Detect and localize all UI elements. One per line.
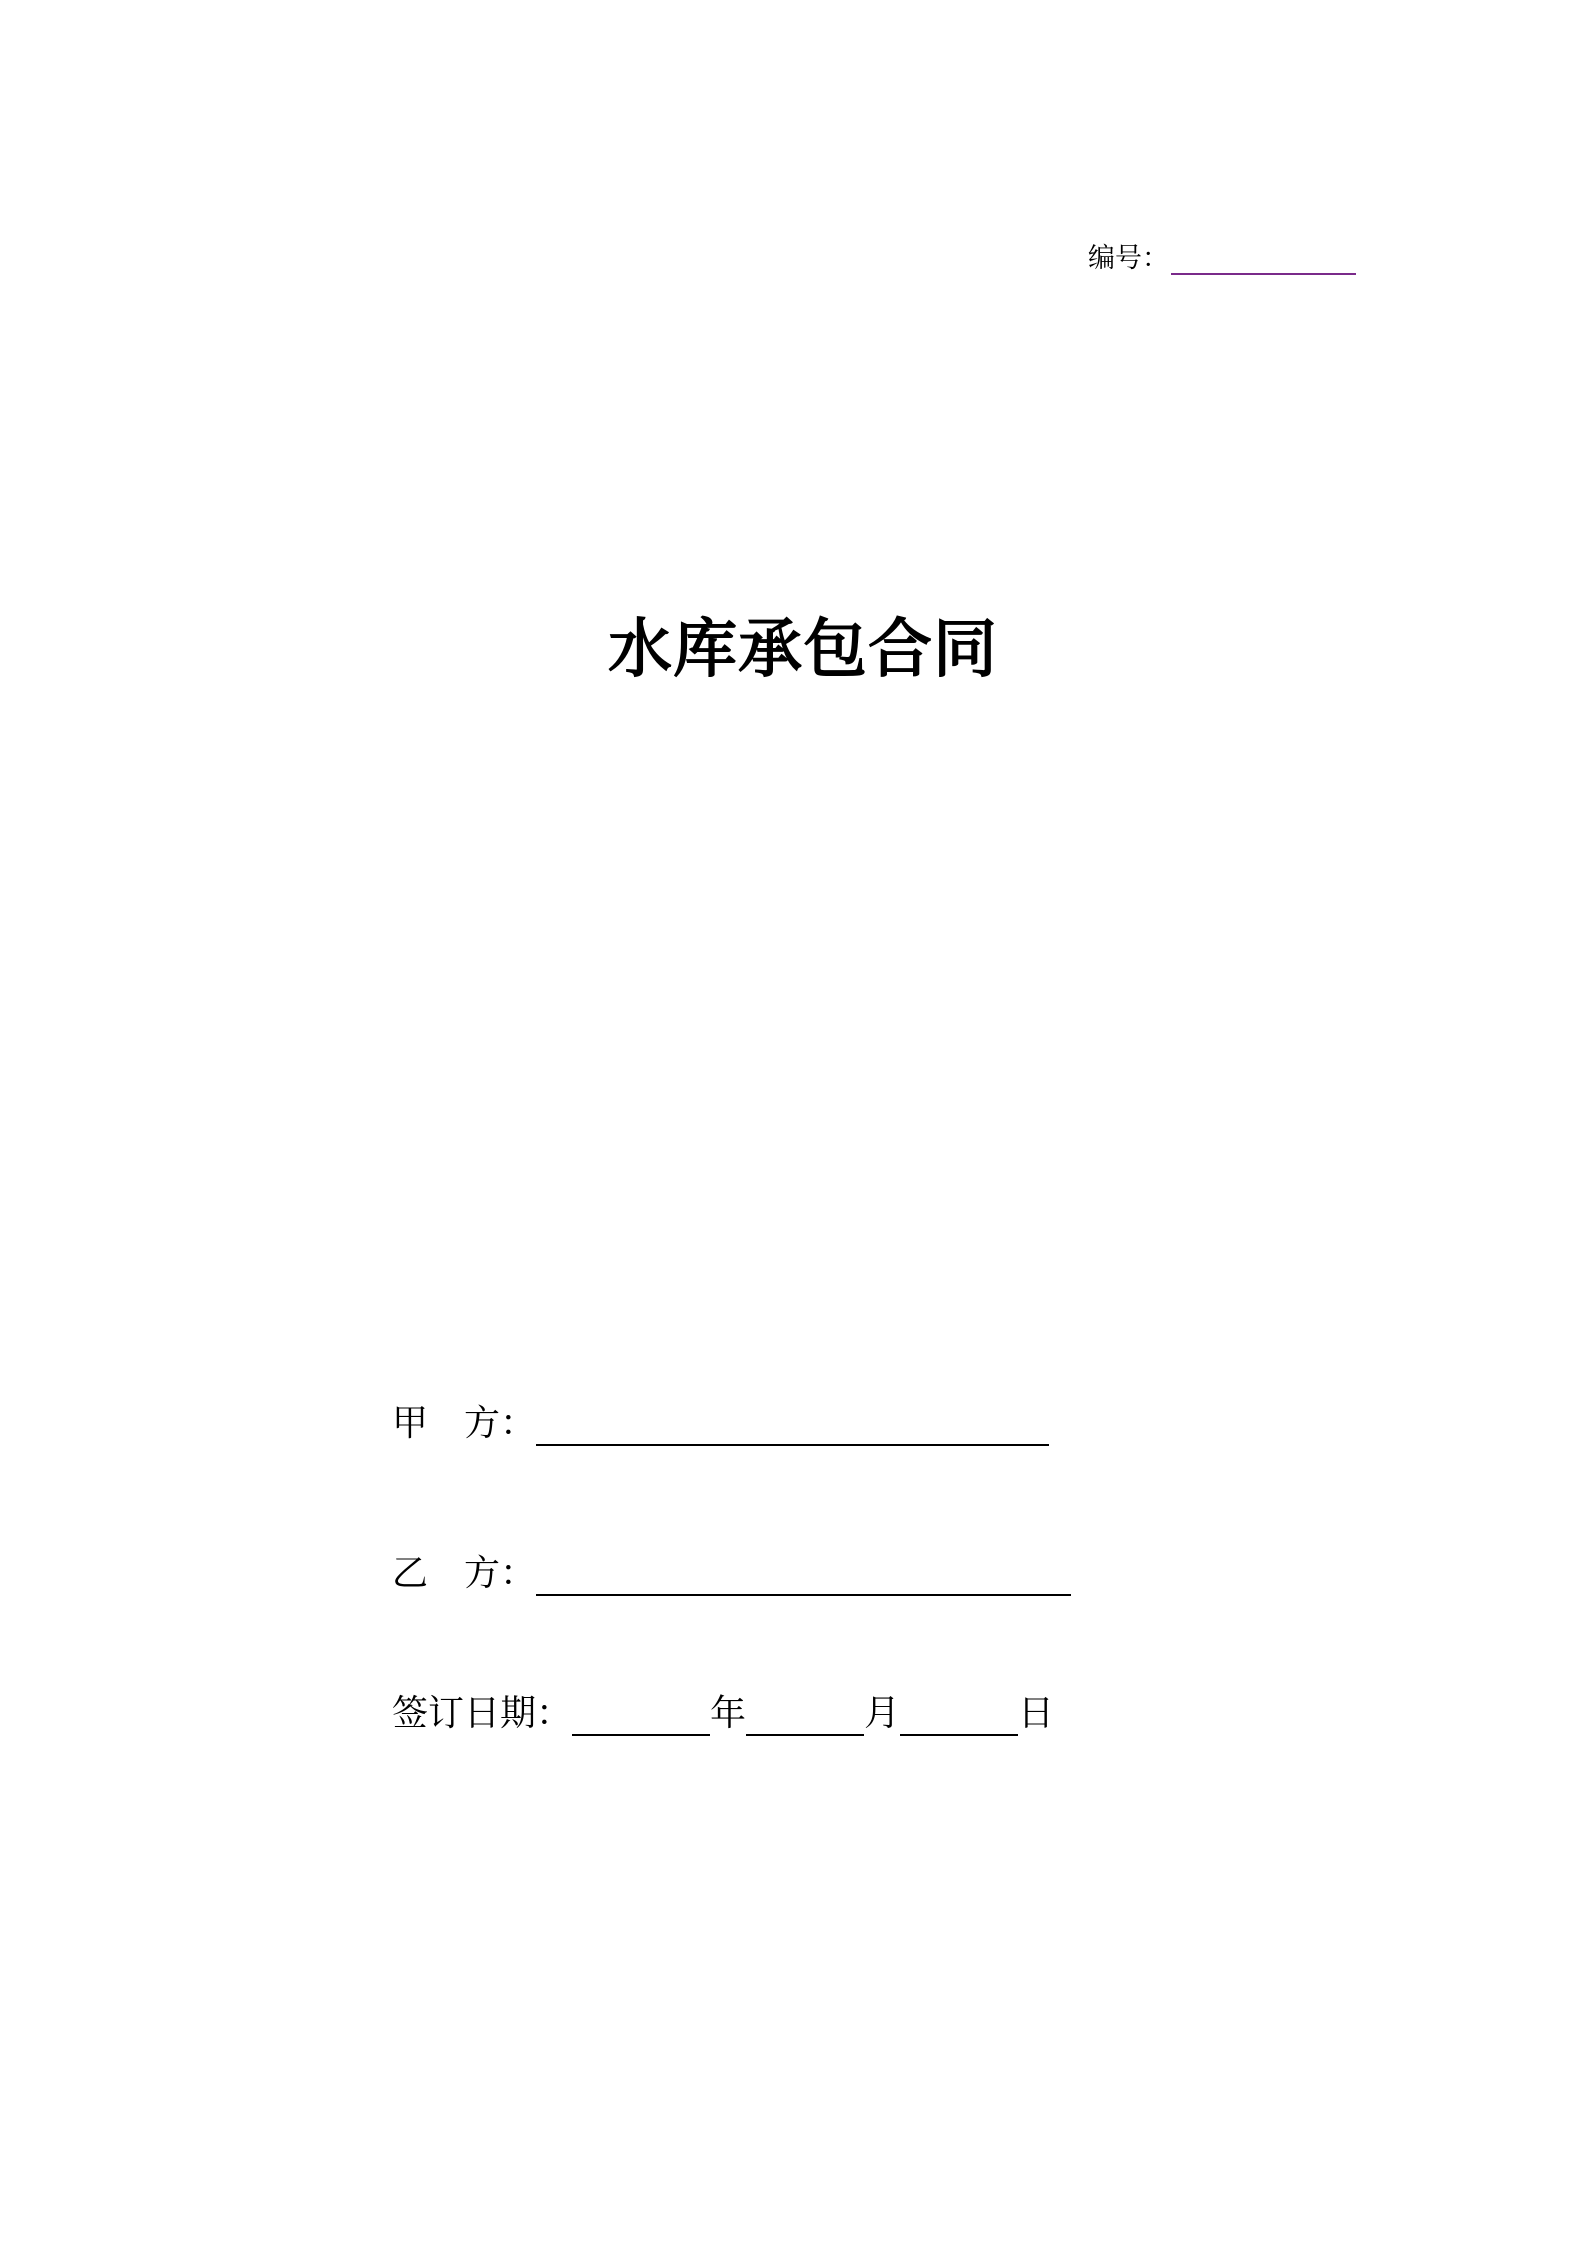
party-b-label: 乙 方： — [392, 1553, 537, 1594]
document-title: 水库承包合同 — [608, 612, 998, 687]
serial-number-label: 编号： — [1088, 243, 1169, 274]
party-a-blank[interactable] — [536, 1410, 1049, 1446]
month-label: 月 — [864, 1693, 901, 1734]
signing-date-field — [392, 1692, 1054, 1736]
party-b-blank[interactable] — [536, 1560, 1071, 1596]
month-blank[interactable] — [746, 1700, 864, 1736]
party-a-label: 甲 方： — [392, 1403, 537, 1444]
party-b-field — [392, 1552, 1071, 1596]
day-label: 日 — [1018, 1693, 1055, 1734]
year-blank[interactable] — [572, 1700, 710, 1736]
serial-number-field — [1088, 243, 1356, 275]
party-a-field — [392, 1402, 1049, 1446]
day-blank[interactable] — [900, 1700, 1018, 1736]
signing-date-label: 签订日期： — [392, 1693, 573, 1734]
serial-number-blank[interactable] — [1171, 249, 1356, 275]
year-label: 年 — [710, 1693, 747, 1734]
